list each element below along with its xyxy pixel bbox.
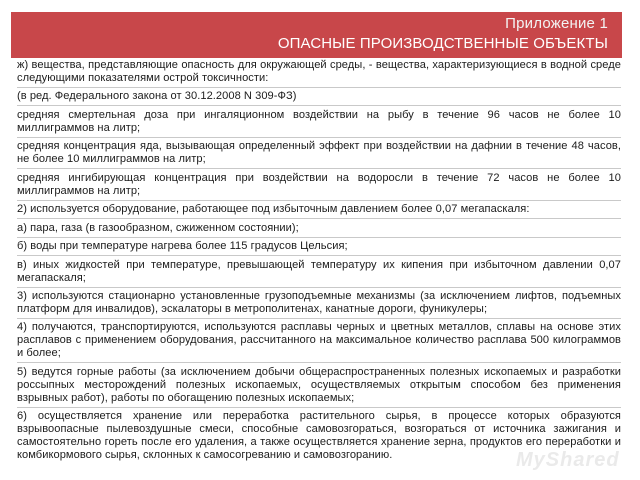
paragraph-item-5: 5) ведутся горные работы (за исключением добычи общераспространенных полезных ископаемых и разработки россыпных месторождений полезных ископаемых, осуществляемых открытым способом без применения взрывных работ), работы по обогащению полезных ископаемых; [17,362,621,404]
paragraph-daphnia-concentration: средняя концентрация яда, вызывающая определенный эффект при воздействии на дафнии в течение 48 часов, не более 10 миллиграммов на литр; [17,137,621,166]
paragraph-item-2a: а) пара, газа (в газообразном, сжиженном состоянии); [17,218,621,234]
slide-title: ОПАСНЫЕ ПРОИЗВОДСТВЕННЫЕ ОБЪЕКТЫ [277,35,608,52]
paragraph-item-3: 3) используются стационарно установленные грузоподъемные механизмы (за исключением лифтов, подъемных платформ для инвалидов), эскалаторы в метрополитенах, канатные дороги, фуникулеры; [17,287,621,316]
paragraph-algae-concentration: средняя ингибирующая концентрация при воздействии на водоросли в течение 72 часов не более 10 миллиграммов на литр; [17,168,621,197]
document-body [17,57,621,464]
paragraph-item-4: 4) получаются, транспортируются, используются расплавы черных и цветных металлов, сплавы на основе этих расплавов с применением оборудования, рассчитанного на максимальное количество расплава 500 килограммов и более; [17,318,621,360]
slide-header-banner [11,12,622,58]
paragraph-amendment-note: (в ред. Федерального закона от 30.12.2008 N 309-ФЗ) [17,87,621,103]
paragraph-item-2: 2) используется оборудование, работающее под избыточным давлением более 0,07 мегапаскаля: [17,200,621,216]
site-watermark: MyShared [516,449,620,471]
paragraph-item-2c: в) иных жидкостей при температуре, превышающей температуру их кипения при избыточном давлении 0,07 мегапаскаля; [17,255,621,284]
appendix-label: Приложение 1 [505,15,608,32]
paragraph-intro: ж) вещества, представляющие опасность для окружающей среды, - вещества, характеризующиеся в водной среде следующими показателями острой токсичности: [17,59,621,84]
paragraph-item-2b: б) воды при температуре нагрева более 115 градусов Цельсия; [17,237,621,253]
paragraph-item-6: 6) осуществляется хранение или переработка растительного сырья, в процессе которых образуются взрывоопасные пылевоздушные смеси, способные самовозгораться, возгораться от источника зажигания и самостоятельно гореть после его удаления, а также осуществляется хранение зерна, продуктов его переработки и комбикормового сырья, склонных к самосогреванию и самовозгоранию. [17,407,621,462]
paragraph-fish-dose: средняя смертельная доза при ингаляционном воздействии на рыбу в течение 96 часов не более 10 миллиграммов на литр; [17,105,621,134]
